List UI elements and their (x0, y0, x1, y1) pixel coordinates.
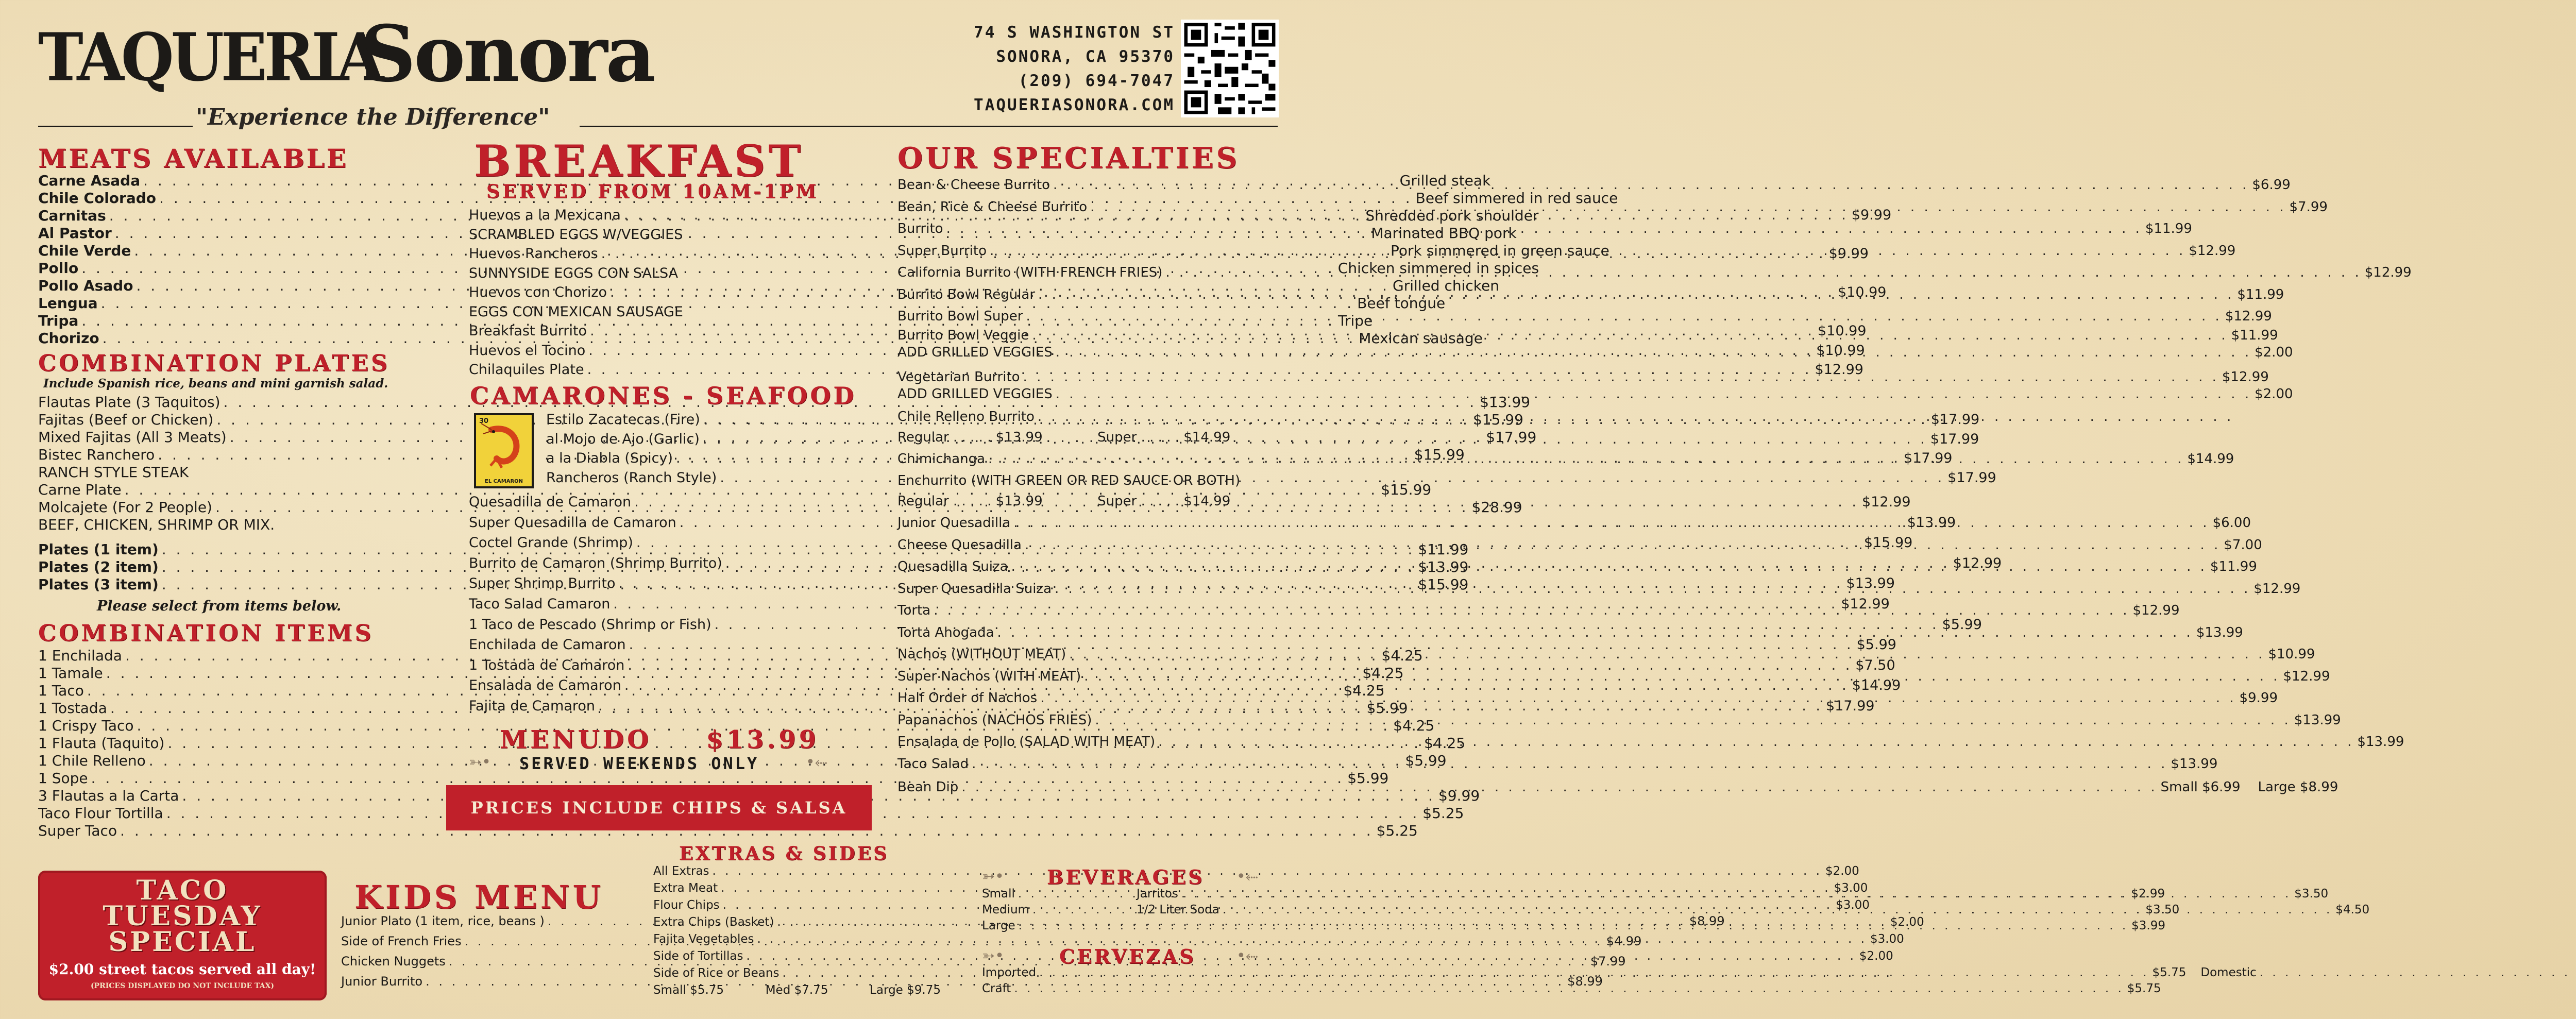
menu-item: Chile Relleno Burrito . . . (897, 406, 1279, 427)
chips-banner-text: PRICES INCLUDE CHIPS & SALSA (470, 798, 848, 818)
item-price: $6.99 (2252, 177, 2291, 193)
item-price: $7.00 (2224, 537, 2262, 553)
size-prices: Regular . . . . . $13.99 Super . . . . . $14.99 (897, 494, 1231, 509)
brand-taqueria: TAQUERIA (38, 18, 381, 96)
dot-leader (1025, 534, 2221, 556)
item-price: $5.99 (1347, 770, 1389, 787)
taco-tuesday-line2: TUESDAY (103, 901, 262, 932)
item-name: Fajitas (Beef or Chicken) (38, 411, 214, 428)
menu-item-addon: ADD GRILLED VEGGIES . . . $2.00 (897, 344, 1279, 361)
item-subtitle: BEEF, CHICKEN, SHRIMP OR MIX. (38, 516, 275, 533)
dot-leader (946, 218, 2142, 240)
item-name: Super Burrito (897, 243, 987, 259)
item-price: $12.99 (1862, 494, 1911, 510)
item-price: $10.99 (1818, 323, 1867, 339)
item-name: Carne Plate (38, 481, 122, 498)
item-name: Huevos a la Mexicana (469, 207, 621, 223)
breakfast-heading: BREAKFAST (474, 135, 804, 186)
item-name: 1 Tamale (38, 665, 103, 682)
item-price: $15.99 (1863, 535, 1913, 551)
menu-item: Bean Dip . . . Small $6.99 Large $8.99 (897, 776, 1279, 798)
item-description: Mexican sausage (1359, 330, 1483, 347)
arrow-left-icon: ➳• (982, 947, 1004, 965)
item-name: Lengua (38, 295, 98, 312)
item-price: $3.50 (2294, 887, 2329, 901)
item-name: Bean & Cheese Burrito (897, 177, 1050, 193)
qr-code[interactable] (1181, 20, 1279, 117)
dot-leader (746, 948, 1856, 965)
item-price: $9.99 (1828, 246, 1869, 262)
item-price: $9.99 (2239, 690, 2278, 706)
item-price: $7.99 (2289, 199, 2328, 215)
item-price: $12.99 (1841, 596, 1890, 612)
item-name: Tripa (38, 312, 79, 329)
item-price: $17.99 (1486, 429, 1537, 446)
item-price: $9.99 (1851, 207, 1892, 223)
menu-item (38, 822, 1418, 840)
address-city: SONORA, CA 95370 (996, 47, 1175, 66)
dot-leader (1038, 284, 2234, 306)
item-price: $9.99 (1438, 787, 1480, 804)
item-price: $15.99 (1414, 446, 1465, 463)
item-name: Super Shrimp Burrito (469, 575, 616, 592)
item-name: al Mojo de Ajo (Garlic) (546, 431, 700, 447)
item-price: $5.99 (1856, 637, 1896, 653)
item-name: 1 Tostada (38, 700, 107, 717)
menu-item: Chimichanga . . . $14.99 (897, 449, 1279, 469)
item-price: $13.99 (1480, 394, 1531, 411)
item-name: Chile Colorado (38, 190, 157, 207)
dot-leader (997, 622, 2193, 644)
specialties-heading: OUR SPECIALTIES (897, 141, 1240, 175)
item-name: Junior Plato (1 item, rice, beans ) (341, 914, 545, 928)
item-subtitle: EGGS CON MEXICAN SAUSAGE (469, 303, 683, 320)
item-name: Flour Chips (653, 898, 720, 912)
item-price: $12.99 (2253, 581, 2301, 597)
item-description: Beef tongue (1357, 295, 1446, 312)
item-name: Nachos (WITHOUT MEAT) (897, 647, 1066, 662)
item-name: Papanachos (NACHOS FRIES) (897, 712, 1092, 728)
dot-leader (1090, 196, 2286, 218)
dot-leader (1019, 918, 2128, 934)
item-name: Mixed Fajitas (All 3 Meats) (38, 429, 227, 446)
qr-code-icon (1181, 20, 1279, 117)
menu-item (2200, 965, 2576, 981)
menu-item (982, 965, 2186, 981)
item-price: $17.99 (1947, 469, 1996, 486)
item-name: Molcajete (For 2 People) (38, 499, 212, 516)
enchurrito-item (897, 470, 1279, 512)
item-price: $5.99 (1366, 700, 1408, 717)
menu-item (38, 770, 1389, 787)
item-price: $13.99 (2196, 624, 2243, 640)
dot-leader (1055, 578, 2250, 600)
item-name: 1 Crispy Taco (38, 717, 134, 734)
item-name: Extra Meat (653, 881, 718, 895)
item-name: Coctel Grande (Shrimp) (469, 535, 633, 551)
cervezas-heading: CERVEZAS (1059, 945, 1196, 968)
item-price: $3.00 (1836, 898, 1870, 912)
dot-leader (1014, 981, 2124, 997)
item-name: Burrito Bowl Regular (897, 286, 1036, 302)
chile-relleno-item (897, 406, 1279, 448)
item-price: $2.99 (2131, 887, 2165, 901)
item-price: $6.00 (2212, 515, 2251, 531)
item-price: $4.99 (1606, 934, 1642, 948)
taco-tuesday-offer: $2.00 street tacos served all day! (48, 961, 316, 978)
tax-disclaimer: (PRICES DISPLAYED DO NOT INCLUDE TAX) (90, 982, 275, 990)
item-price: $11.99 (2237, 286, 2284, 302)
item-price: $10.99 (1816, 342, 1865, 359)
item-name: Jarritos (1137, 887, 1178, 901)
item-name: Estilo Zacatecas (Fire) (546, 412, 700, 428)
item-description: Grilled chicken (1393, 277, 1499, 294)
dot-leader (1013, 512, 2209, 534)
chips-banner (446, 785, 872, 830)
item-name: Burrito de Camaron (Shrimp Burrito) (469, 555, 722, 571)
item-price: $17.99 (1825, 698, 1875, 714)
item-name: Half Order of Nachos (897, 690, 1038, 706)
item-price: $4.50 (2335, 903, 2370, 916)
item-name: Chile Verde (38, 242, 131, 259)
item-price: $3.00 (1834, 881, 1868, 895)
item-price: $2.00 (1859, 949, 1893, 963)
item-price: $13.99 (1846, 575, 1895, 592)
item-price: $5.99 (1942, 616, 1982, 633)
combo-plates-heading: COMBINATION PLATES (38, 350, 390, 377)
dot-leader (1158, 731, 2354, 753)
website-link[interactable]: TAQUERIASONORA.COM (974, 96, 1175, 114)
item-price: $14.99 (1852, 677, 1901, 694)
header-rule-left (38, 126, 193, 127)
item-price: $10.99 (1837, 284, 1887, 300)
item-price: $4.25 (1424, 735, 1466, 752)
dot-leader (972, 753, 2167, 775)
tagline: "Experience the Difference" (196, 104, 550, 130)
item-name: Pollo Asado (38, 277, 133, 294)
el-camaron-card (474, 413, 534, 488)
card-number: 30 (479, 417, 489, 425)
arrow-left-icon: ➳• (982, 868, 1004, 886)
arrow-right-icon: •⬸ (1236, 868, 1258, 886)
item-name: Al Pastor (38, 225, 112, 242)
item-price: $5.25 (1376, 822, 1418, 839)
item-name: Chilaquiles Plate (469, 362, 584, 378)
menudo-price: $13.99 (706, 725, 820, 754)
item-price: $12.99 (1815, 362, 1863, 378)
item-name: Fajita de Camaron (469, 698, 596, 714)
item-name: Domestic (2200, 966, 2257, 979)
item-price: $17.99 (1930, 412, 1980, 428)
item-name: Rancheros (Ranch Style) (546, 469, 717, 486)
item-price: $13.99 (2171, 756, 2218, 772)
combo-items-heading: COMBINATION ITEMS (38, 620, 374, 647)
kids-heading: KIDS MENU (354, 878, 604, 916)
item-price: $8.99 (1567, 974, 1603, 989)
beverages-heading: BEVERAGES (1047, 865, 1205, 889)
menu-item-addon: ADD GRILLED VEGGIES . . . $2.00 (897, 386, 1279, 403)
item-subtitle: RANCH STYLE STEAK (38, 464, 189, 481)
item-price: $8.99 (1689, 914, 1725, 928)
item-price: $12.99 (2225, 309, 2272, 324)
item-price: $7.50 (1855, 657, 1895, 673)
item-price: $5.25 (1422, 805, 1464, 822)
item-name: Huevos Rancheros (469, 246, 598, 262)
item-name: Medium (982, 903, 1029, 916)
item-price: $13.99 (2357, 734, 2404, 750)
dot-leader (1165, 262, 2361, 284)
item-subtitle: SUNNYSIDE EGGS CON SALSA (469, 265, 679, 281)
rice-beans-item (653, 965, 941, 999)
item-price: $12.99 (2364, 265, 2412, 280)
dot-leader (1095, 709, 2291, 732)
item-price: $28.99 (1471, 499, 1522, 516)
item-name: Torta Ahogada (897, 624, 994, 640)
item-name: 1 Taco de Pescado (Shrimp or Fish) (469, 616, 711, 633)
item-name: Super Nachos (WITH MEAT) (897, 668, 1081, 684)
item-name: Taco Salad Camaron (469, 596, 611, 612)
dot-leader (1039, 965, 2149, 981)
item-name: Junior Burrito (341, 974, 423, 989)
item-price: $4.25 (1393, 717, 1435, 734)
item-price: $3.50 (2145, 903, 2180, 916)
menudo-note: SERVED WEEKENDS ONLY (519, 754, 759, 773)
extras-heading: EXTRAS & SIDES (679, 843, 889, 864)
dot-leader (703, 430, 1927, 449)
dot-leader (1181, 886, 2291, 902)
combo-plates-note: Include Spanish rice, beans and mini garnish salad. (43, 377, 388, 390)
menu-item (469, 360, 1863, 380)
item-name: Quesadilla Suiza (897, 559, 1008, 574)
menu-item: Burrito Bowl Veggie . . . $11.99 (897, 327, 1279, 344)
item-name: All Extras (653, 864, 709, 878)
item-name: Cheese Quesadilla (897, 537, 1022, 553)
menu-item: Vegetarian Burrito . . . $12.99 (897, 369, 1279, 386)
item-name: Large (982, 919, 1015, 932)
item-name: Super Quesadilla de Camaron (469, 514, 676, 531)
item-name: Craft (982, 982, 1011, 995)
item-price: $12.99 (2189, 243, 2236, 259)
item-name: Ensalada de Pollo (SALAD WITH MEAT) (897, 734, 1156, 750)
item-name: Torta (897, 603, 931, 618)
menudo-heading (500, 724, 819, 755)
item-name: Bistec Ranchero (38, 446, 155, 463)
item-name: Junior Quesadilla (897, 515, 1011, 531)
item-name: Plates (2 item) (38, 558, 159, 575)
item-price: $11.99 (2210, 559, 2257, 574)
item-name: Burrito Bowl Super (897, 309, 1023, 324)
dot-leader (1223, 902, 2332, 918)
item-name: 1 Flauta (Taquito) (38, 735, 165, 752)
item-name: Super Taco (38, 822, 117, 839)
item-name: Enchilada de Camaron (469, 637, 626, 653)
item-name: Taco Flour Tortilla (38, 805, 163, 822)
meats-heading: MEATS AVAILABLE (38, 143, 348, 174)
item-name: 1 Chile Relleno (38, 752, 146, 769)
arrow-left-icon: ➳• (469, 753, 491, 771)
item-price: $10.99 (2268, 647, 2315, 662)
item-price: $4.25 (1343, 682, 1385, 699)
item-description: Marinated BBQ pork (1371, 225, 1517, 242)
item-name: Fajita Vegetables (653, 932, 754, 946)
item-description: Shredded pork shoulder (1365, 207, 1539, 224)
item-name: Small (982, 887, 1015, 901)
item-name: 1 Sope (38, 770, 88, 787)
dot-leader (1040, 687, 2236, 709)
phone-number: (209) 694-7047 (1018, 72, 1175, 90)
item-price: $5.75 (2127, 982, 2161, 995)
menu-item (897, 600, 2180, 622)
item-name: Pollo (38, 260, 79, 277)
item-name: Quesadilla de Camaron (469, 494, 632, 510)
item-name: Breakfast Burrito (469, 323, 587, 339)
item-price: $3.00 (1870, 932, 1904, 946)
item-name: Carnitas (38, 207, 106, 224)
item-price: $5.99 (1405, 752, 1447, 769)
item-description: Chicken simmered in spices (1337, 260, 1539, 277)
address-street: 74 S WASHINGTON ST (974, 23, 1175, 42)
menu-item: Enchurrito (WITH GREEN OR RED SAUCE OR BOTH) (897, 473, 1241, 488)
size-prices: Regular . . . . . $13.99 Super . . . . . $14.99 (897, 430, 1231, 445)
dot-leader (934, 600, 2129, 622)
item-price: $12.99 (1953, 555, 2002, 571)
item-name: Plates (3 item) (38, 576, 159, 593)
item-name: Extra Chips (Basket) (653, 915, 774, 929)
arrow-right-icon: •⬸ (1236, 947, 1258, 965)
item-price: $2.00 (1825, 864, 1859, 878)
item-name: 3 Flautas a la Carta (38, 787, 179, 804)
dot-leader (990, 240, 2185, 262)
item-name: Chorizo (38, 330, 99, 347)
item-price: $17.99 (1904, 450, 1953, 466)
item-name: 1 Tostada de Camaron (469, 657, 625, 673)
dot-leader (1069, 643, 2265, 666)
item-name: Ensalada de Camaron (469, 677, 621, 694)
item-name: Chicken Nuggets (341, 954, 446, 969)
breakfast-hours: SERVED FROM 10AM-1PM (486, 181, 819, 202)
item-name: California Burrito (WITH FRENCH FRIES) (897, 265, 1163, 280)
item-description: Tripe (1337, 312, 1373, 329)
item-price: $12.99 (2283, 668, 2330, 684)
select-note: Please select from items below. (97, 598, 342, 614)
item-name: 1 Enchilada (38, 647, 122, 664)
item-name: Side of Tortillas (653, 949, 743, 963)
dot-leader (1053, 174, 2249, 196)
dot-leader (2260, 965, 2576, 981)
item-price: $4.25 (1362, 665, 1404, 682)
item-name: Taco Salad (897, 756, 969, 772)
item-price: $11.99 (2145, 221, 2192, 236)
dot-leader (1026, 305, 2222, 328)
item-name: Huevos con Chorizo (469, 284, 607, 300)
item-name: Imported (982, 966, 1037, 979)
header-rule-right (580, 126, 1278, 127)
item-price: $12.99 (2132, 603, 2180, 618)
item-price: $2.00 (1890, 915, 1924, 929)
menu-item (38, 787, 1480, 805)
card-caption: EL CAMARON (484, 479, 523, 484)
address-block (876, 21, 1175, 117)
item-name: Bean, Rice & Cheese Burrito (897, 199, 1088, 215)
item-description: Beef simmered in red sauce (1415, 190, 1618, 207)
item-name: 1/2 Liter Soda (1137, 903, 1219, 916)
item-name: Side of French Fries (341, 934, 462, 948)
menu-item: Side of Rice or Beans . . . (653, 965, 941, 982)
logo (38, 9, 698, 103)
item-name: Burrito (897, 221, 943, 236)
item-price: $3.99 (2131, 919, 2166, 932)
item-price: $17.99 (1930, 431, 1979, 447)
item-name: Flautas Plate (3 Taquitos) (38, 394, 221, 411)
item-price: $15.99 (1472, 411, 1523, 428)
item-price: $13.99 (1907, 514, 1956, 531)
item-name: a la Diabla (Spicy) (546, 450, 673, 466)
shrimp-icon (476, 420, 532, 477)
item-price: $11.99 (1418, 541, 1469, 558)
item-subtitle: SCRAMBLED EGGS W/VEGGIES (469, 226, 683, 243)
item-name: Super Quesadilla Suiza (897, 581, 1052, 597)
item-description: Pork simmered in green sauce (1390, 242, 1609, 259)
item-price: $15.99 (1381, 481, 1432, 498)
item-name: Huevos el Tocino (469, 342, 586, 359)
item-price: $4.25 (1381, 647, 1423, 664)
taco-tuesday-line3: SPECIAL (108, 926, 257, 958)
seafood-heading: CAMARONES - SEAFOOD (470, 382, 857, 410)
size-prices: Small $5.75 Med $7.75 Large $9.75 (653, 983, 941, 997)
item-name: Carne Asada (38, 172, 141, 189)
menudo-title: MENUDO (500, 725, 652, 754)
taco-tuesday-card (38, 871, 327, 1000)
item-price: $15.99 (1418, 576, 1469, 593)
item-description: Grilled steak (1399, 172, 1491, 189)
taco-tuesday-line1: TACO (136, 875, 229, 906)
dot-leader (1011, 556, 2207, 578)
item-price: $7.99 (1590, 954, 1626, 969)
item-price: $13.99 (2294, 712, 2341, 728)
item-name: 1 Taco (38, 682, 84, 699)
dot-leader (713, 863, 1822, 880)
item-price: $5.75 (2152, 966, 2187, 979)
brand-sonora: Sonora (360, 9, 654, 99)
item-name: Plates (1 item) (38, 541, 159, 558)
cervezas-row (982, 965, 2257, 981)
item-price: $13.99 (1418, 558, 1469, 575)
dot-leader (1084, 666, 2280, 688)
arrow-right-icon: •⬸ (806, 753, 827, 771)
